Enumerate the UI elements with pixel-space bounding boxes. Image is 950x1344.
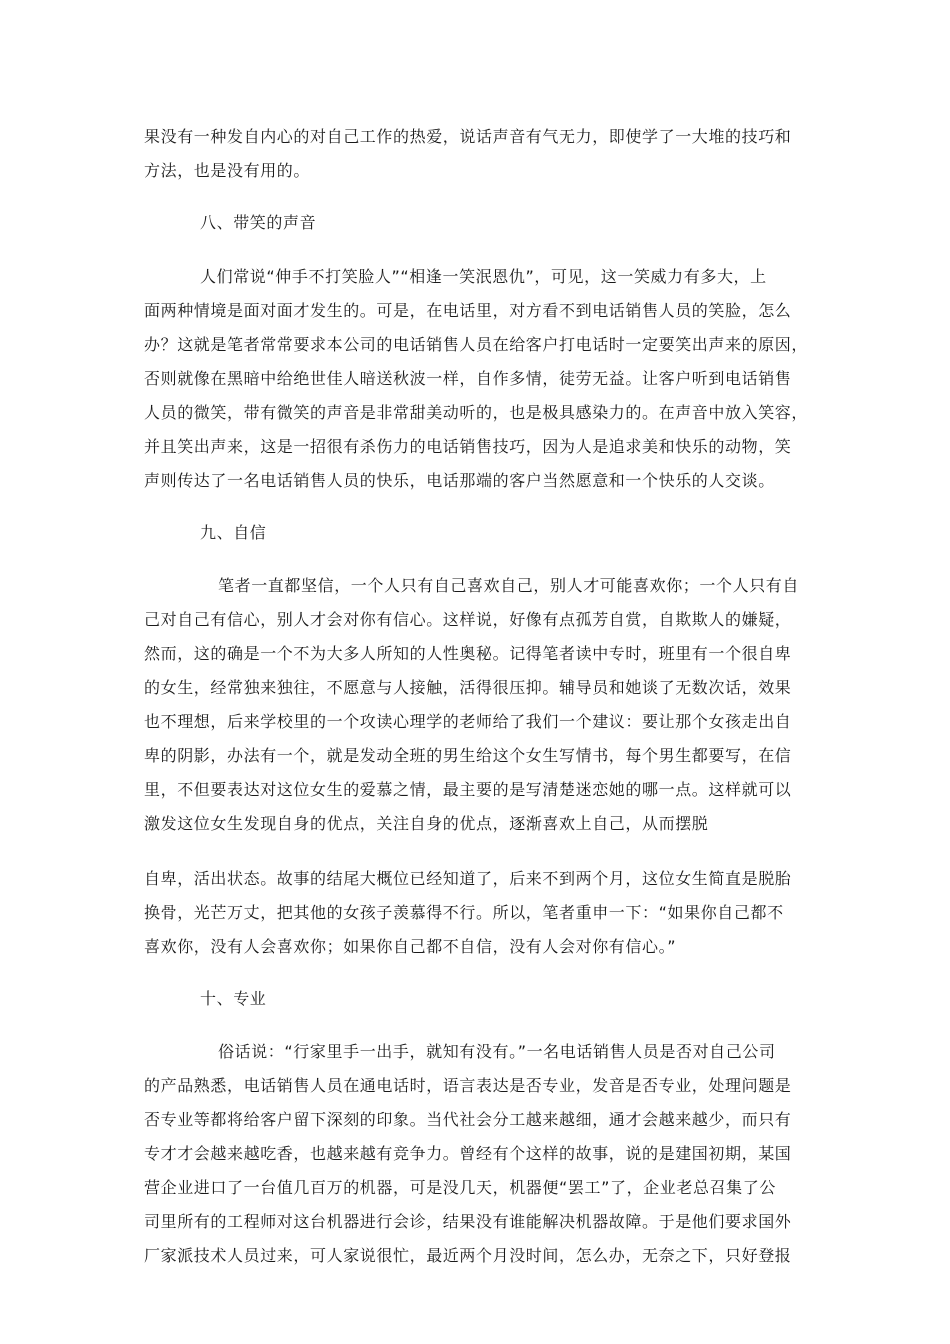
paragraph-line: 办？这就是笔者常常要求本公司的电话销售人员在给客户打电话时一定要笑出声来的原因， — [144, 335, 809, 354]
section-heading-8: 八、带笑的声音 — [200, 213, 317, 232]
paragraph-line: 换骨，光芒万丈，把其他的女孩子羡慕得不行。所以，笔者重申一下：“如果你自己都不 — [144, 903, 784, 922]
paragraph-line: 人员的微笑，带有微笑的声音是非常甜美动听的，也是极具感染力的。在声音中放入笑容， — [144, 403, 809, 422]
paragraph-line: 否则就像在黑暗中给绝世佳人暗送秋波一样，自作多情，徒劳无益。让客户听到电话销售 — [144, 369, 792, 388]
paragraph-line: 司里所有的工程师对这台机器进行会诊，结果没有谁能解决机器故障。于是他们要求国外 — [144, 1212, 792, 1231]
section-heading-9: 九、自信 — [200, 523, 267, 542]
paragraph-line: 营企业进口了一台值几百万的机器，可是没几天，机器便“罢工”了，企业老总召集了公 — [144, 1178, 776, 1197]
paragraph-line: 的产品熟悉，电话销售人员在通电话时，语言表达是否专业，发音是否专业，处理问题是 — [144, 1076, 792, 1095]
paragraph-line: 否专业等都将给客户留下深刻的印象。当代社会分工越来越细，通才会越来越少，而只有 — [144, 1110, 792, 1129]
paragraph-line: 卑的阴影，办法有一个，就是发动全班的男生给这个女生写情书，每个男生都要写，在信 — [144, 746, 792, 765]
paragraph-line: 厂家派技术人员过来，可人家说很忙，最近两个月没时间，怎么办，无奈之下，只好登报 — [144, 1246, 792, 1265]
paragraph-line: 喜欢你，没有人会喜欢你；如果你自己都不自信，没有人会对你有信心。” — [144, 937, 677, 956]
paragraph-line: 激发这位女生发现自身的优点，关注自身的优点，逐渐喜欢上自己，从而摆脱 — [144, 814, 709, 833]
paragraph-line: 果没有一种发自内心的对自己工作的热爱，说话声音有气无力，即使学了一大堆的技巧和 — [144, 127, 792, 146]
paragraph-line: 也不理想，后来学校里的一个攻读心理学的老师给了我们一个建议：要让那个女孩走出自 — [144, 712, 792, 731]
paragraph-line: 人们常说“伸手不打笑脸人”“相逢一笑泯恩仇”，可见，这一笑威力有多大，上 — [200, 267, 767, 286]
paragraph-line: 面两种情境是面对面才发生的。可是，在电话里，对方看不到电话销售人员的笑脸，怎么 — [144, 301, 792, 320]
paragraph-line: 己对自己有信心，别人才会对你有信心。这样说，好像有点孤芳自赏，自欺欺人的嫌疑， — [144, 610, 792, 629]
paragraph-line: 笔者一直都坚信，一个人只有自己喜欢自己，别人才可能喜欢你；一个人只有自 — [218, 576, 800, 595]
section-heading-10: 十、专业 — [200, 989, 267, 1008]
paragraph-line: 的女生，经常独来独往，不愿意与人接触，活得很压抑。辅导员和她谈了无数次话，效果 — [144, 678, 792, 697]
paragraph-line: 俗话说：“行家里手一出手，就知有没有。”一名电话销售人员是否对自己公司 — [218, 1042, 776, 1061]
paragraph-line: 自卑，活出状态。故事的结尾大概位已经知道了，后来不到两个月，这位女生简直是脱胎 — [144, 869, 792, 888]
paragraph-line: 声则传达了一名电话销售人员的快乐，电话那端的客户当然愿意和一个快乐的人交谈。 — [144, 471, 775, 490]
paragraph-line: 然而，这的确是一个不为大多人所知的人性奥秘。记得笔者读中专时，班里有一个很自卑 — [144, 644, 792, 663]
paragraph-line: 里，不但要表达对这位女生的爱慕之情，最主要的是写清楚迷恋她的哪一点。这样就可以 — [144, 780, 792, 799]
paragraph-line: 专才才会越来越吃香，也越来越有竞争力。曾经有个这样的故事，说的是建国初期，某国 — [144, 1144, 792, 1163]
paragraph-line: 方法，也是没有用的。 — [144, 161, 311, 180]
paragraph-line: 并且笑出声来，这是一招很有杀伤力的电话销售技巧，因为人是追求美和快乐的动物，笑 — [144, 437, 792, 456]
